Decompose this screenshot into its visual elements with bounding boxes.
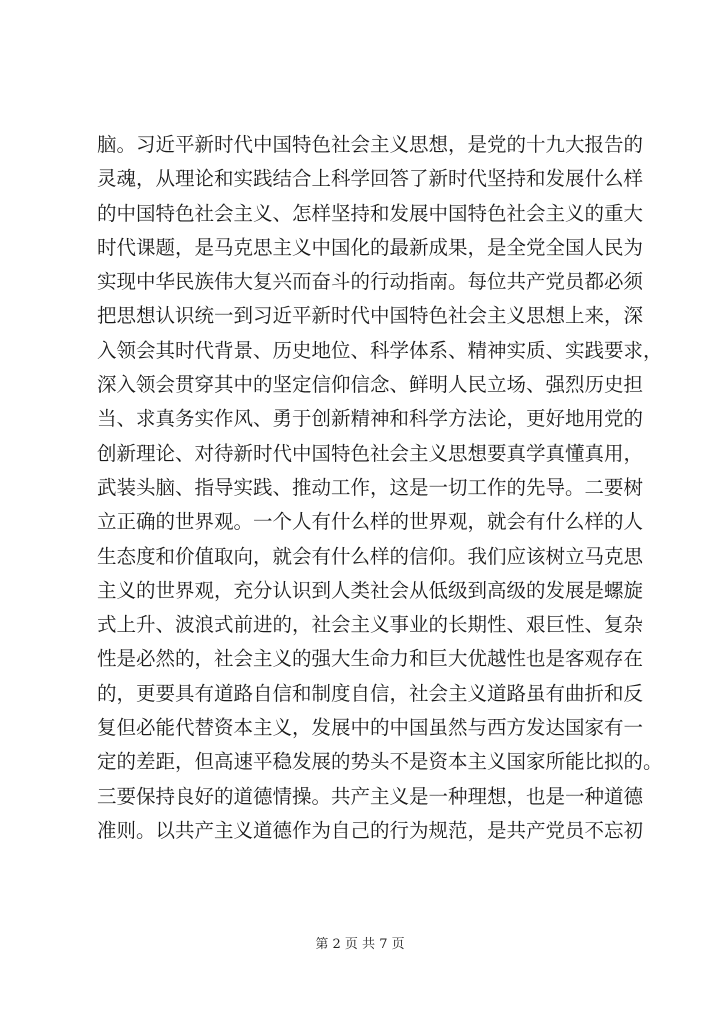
text-line: 三要保持良好的道德情操。共产主义是一种理想，也是一种道德 [97,784,644,808]
text-line: 复但必能代替资本主义，发展中的中国虽然与西方发达国家有一 [97,716,644,740]
text-line: 灵魂，从理论和实践结合上科学回答了新时代坚持和发展什么样 [97,167,644,191]
text-line: 的，更要具有道路自信和制度自信，社会主义道路虽有曲折和反 [97,681,644,705]
page-footer: 第 2 页 共 7 页 [315,937,405,952]
text-line: 定的差距，但高速平稳发展的势头不是资本主义国家所能比拟的。 [97,750,663,774]
text-line: 当、求真务实作风、勇于创新精神和科学方法论，更好地用党的 [97,407,644,431]
text-line: 武装头脑、指导实践、推动工作，这是一切工作的先导。二要树 [97,475,644,499]
text-line: 把思想认识统一到习近平新时代中国特色社会主义思想上来，深 [97,304,644,328]
text-line: 立正确的世界观。一个人有什么样的世界观，就会有什么样的人 [97,510,644,534]
text-line: 实现中华民族伟大复兴而奋斗的行动指南。每位共产党员都必须 [97,270,644,294]
text-line: 生态度和价值取向，就会有什么样的信仰。我们应该树立马克思 [97,544,644,568]
text-line: 性是必然的，社会主义的强大生命力和巨大优越性也是客观存在 [97,647,644,671]
text-line: 准则。以共产主义道德作为自己的行为规范，是共产党员不忘初 [97,818,644,842]
text-line: 时代课题，是马克思主义中国化的最新成果，是全党全国人民为 [97,235,644,259]
text-line: 深入领会贯穿其中的坚定信仰信念、鲜明人民立场、强烈历史担 [97,373,644,397]
text-line: 创新理论、对待新时代中国特色社会主义思想要真学真懂真用， [97,441,644,465]
text-line: 主义的世界观，充分认识到人类社会从低级到高级的发展是螺旋 [97,578,644,602]
text-line: 脑。习近平新时代中国特色社会主义思想，是党的十九大报告的 [97,133,644,156]
body-text [97,128,663,848]
text-line: 的中国特色社会主义、怎样坚持和发展中国特色社会主义的重大 [97,201,644,225]
text-line: 入领会其时代背景、历史地位、科学体系、精神实质、实践要求， [97,338,663,362]
text-line: 式上升、波浪式前进的，社会主义事业的长期性、艰巨性、复杂 [97,613,644,637]
